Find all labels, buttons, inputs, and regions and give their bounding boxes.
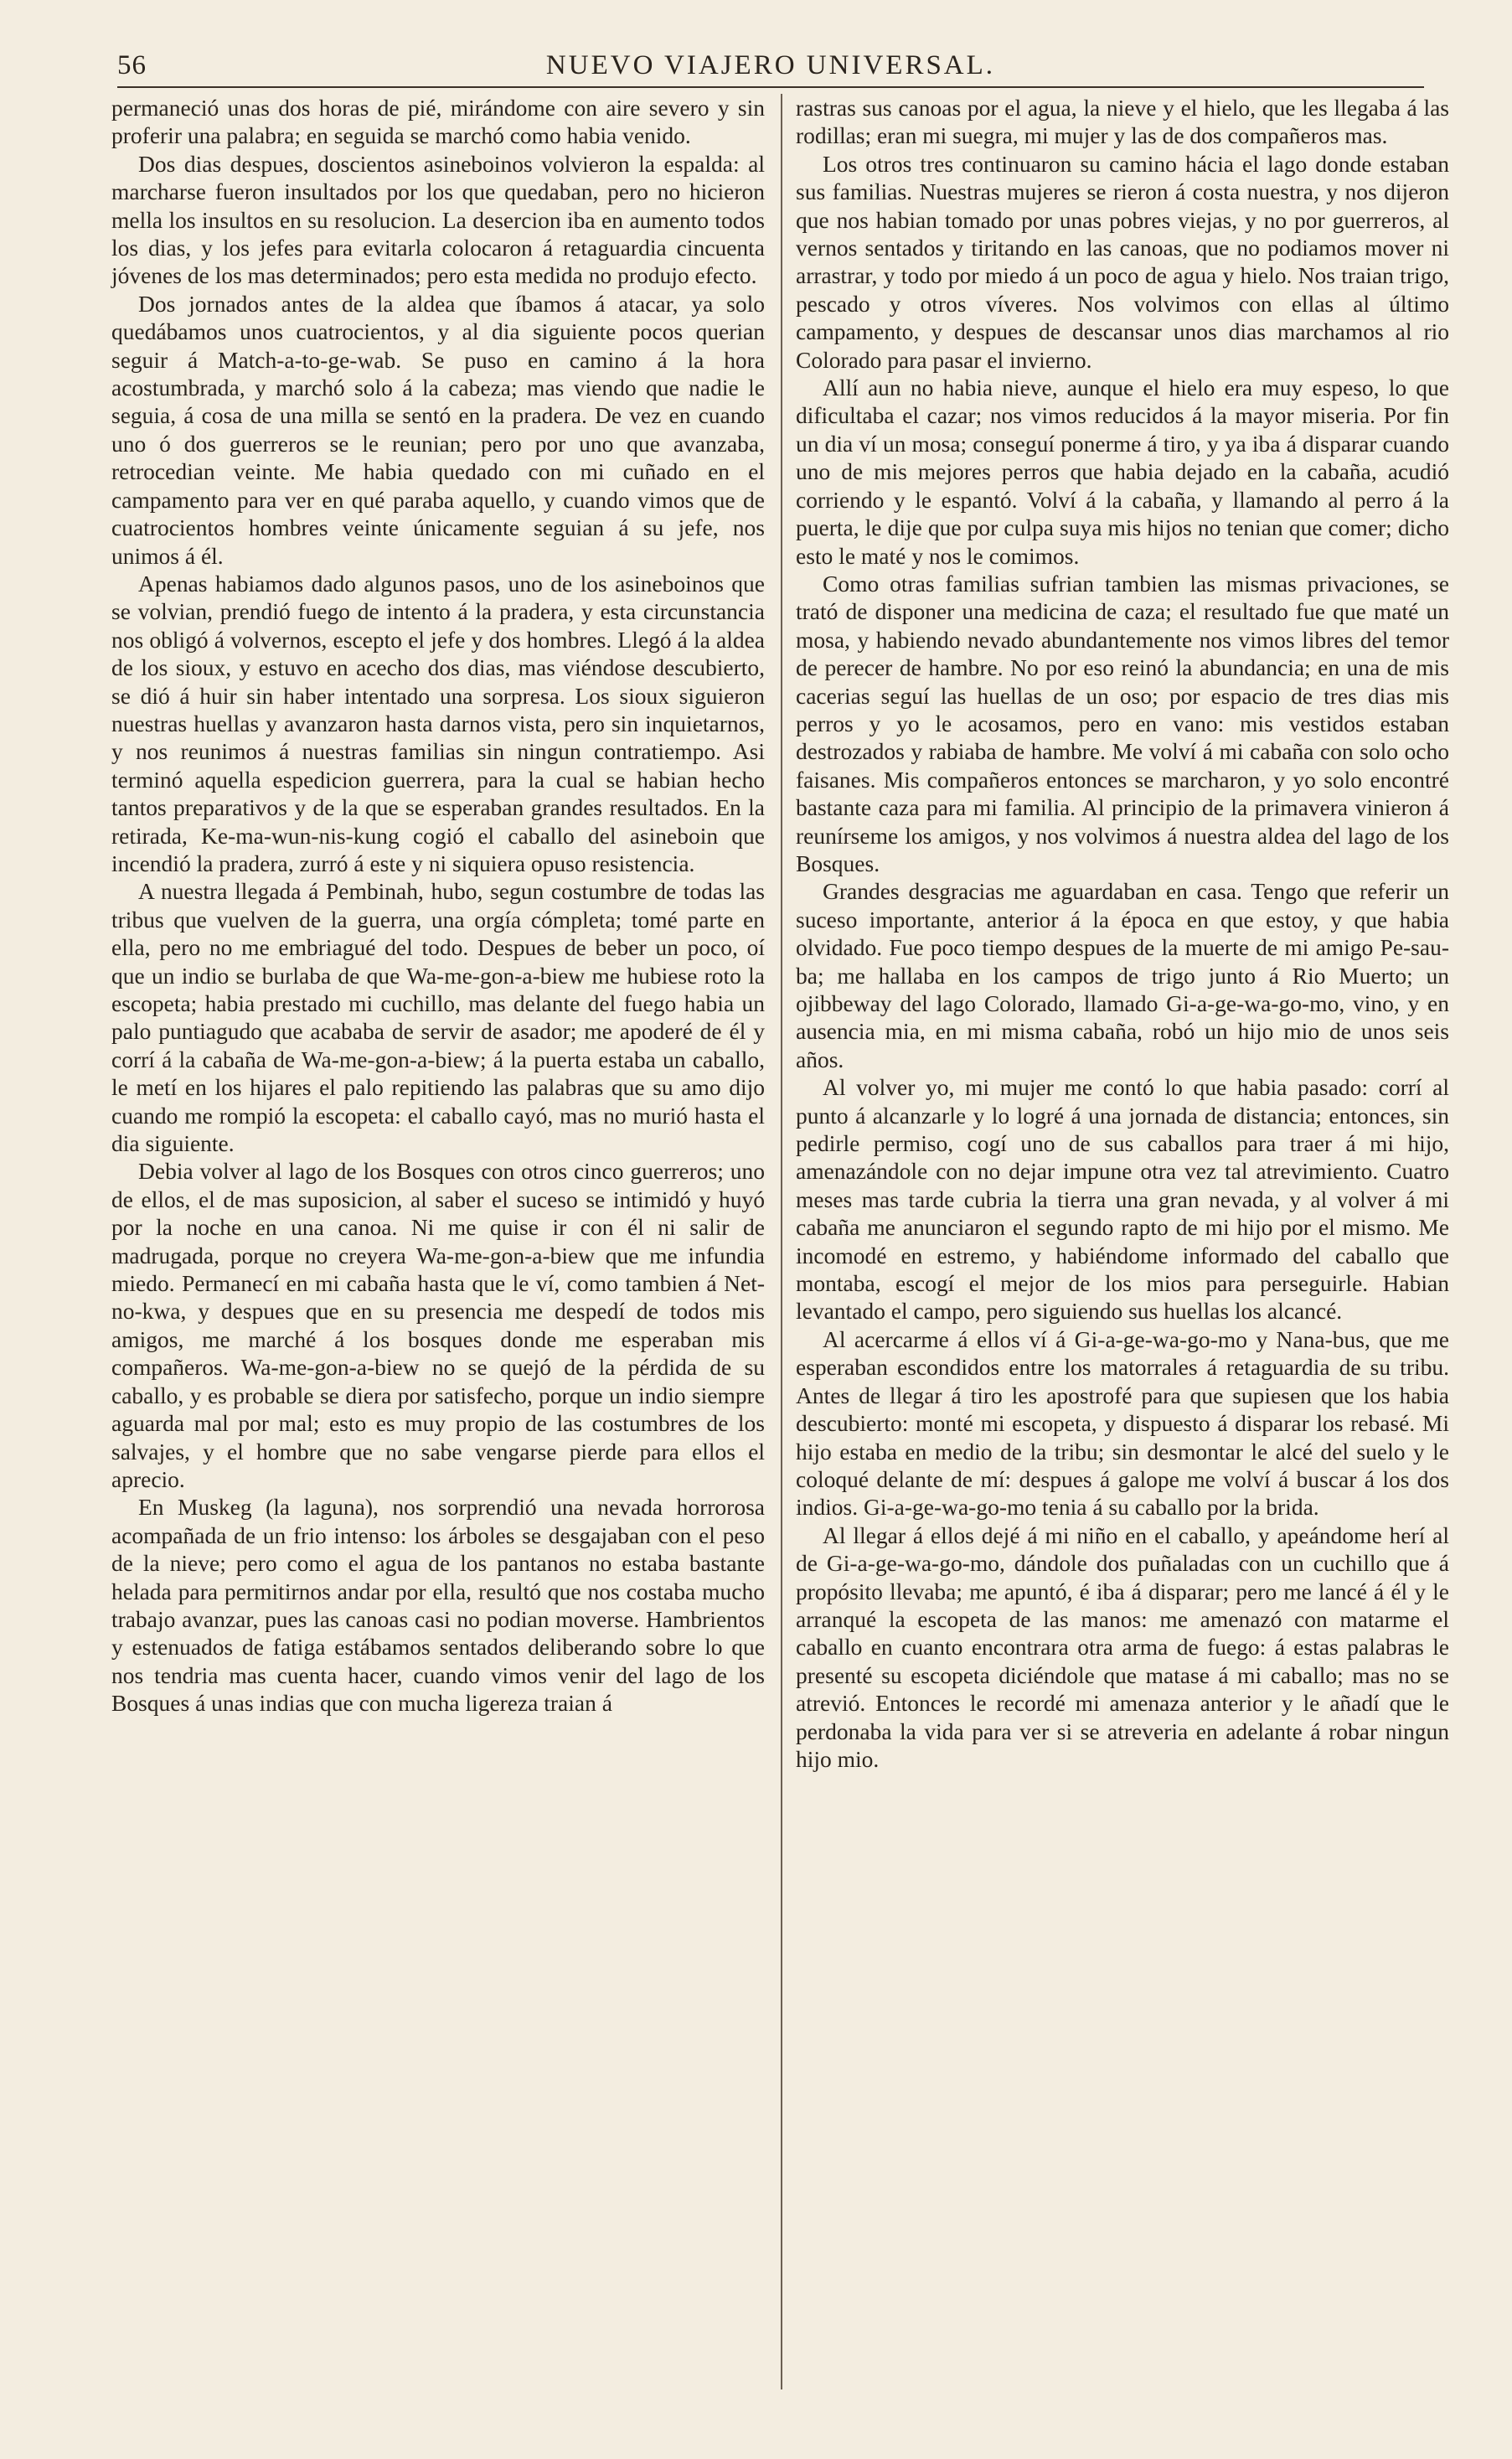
paragraph: Los otros tres continuaron su camino hácia el lago donde estaban sus familias. Nuestras mujeres se rieron á costa nuestra, y nos dijeron que nos habian tomado por unas pobres viejas, y no por guerreros, al vernos sentados y tiritando en las canoas, que no podiamos mover ni arrastrar, y todo por miedo á un poco de agua y hielo. Nos traian trigo, pescado y otros víveres. Nos volvimos con ellas al último campamento, y despues de descansar unos dias marchamos al rio Colorado para pasar el invierno. — [796, 150, 1449, 373]
running-title: NUEVO VIAJERO UNIVERSAL. — [545, 50, 996, 80]
paragraph: Dos dias despues, doscientos asineboinos volvieron la espalda: al marcharse fueron insultados por los que quedaban, pero no hicieron mella los insultos en su resolucion. La desercion iba en aumento todos los dias, y los jefes para evitarla colocaron á retaguardia cincuenta jóvenes de los mas determinados; pero esta medida no produjo efecto. — [111, 150, 765, 289]
paragraph: Al volver yo, mi mujer me contó lo que habia pasado: corrí al punto á alcanzarle y lo logré á una jornada de distancia; entonces, sin pedirle permiso, cogí uno de sus caballos para traer á mi hijo, amenazándole con no dejar impune otra vez tal atrevimiento. Cuatro meses mas tarde cubria la tierra una gran nevada, y al volver á mi cabaña me anunciaron el segundo rapto de mi hijo por el mismo. Me incomodé en estremo, y habiéndome informado del caballo que montaba, escogí el mejor de los mios para perseguirle. Habian levantado el campo, pero siguiendo sus huellas los alcancé. — [796, 1074, 1449, 1325]
paragraph: Al llegar á ellos dejé á mi niño en el caballo, y apeándome herí al de Gi-a-ge-wa-go-mo, dándole dos puñaladas con un cuchillo que á propósito llevaba; me apuntó, é iba á disparar; pero me lancé á él y le arranqué la escopeta de las manos: me amenazó con matarme el caballo en cuanto encontrara otra arma de fuego: á estas palabras le presenté su escopeta diciéndole que matase á mi caballo; mas no se atrevió. Entonces le recordé mi amenaza anterior y le añadí que le perdonaba la vida para ver si se atreveria en adelante á robar ningun hijo mio. — [796, 1521, 1449, 1772]
paragraph: Al acercarme á ellos ví á Gi-a-ge-wa-go-mo y Nana-bus, que me esperaban escondidos entre los matorrales á retaguardia de su tribu. Antes de llegar á tiro les apostrofé para que supiesen que los habia descubierto: monté mi escopeta, y dispuesto á disparar los rebasé. Mi hijo estaba en medio de la tribu; sin desmontar le alcé del suelo y le coloqué delante de mí: despues á galope me volví á buscar á los dos indios. Gi-a-ge-wa-go-mo tenia á su caballo por la brida. — [796, 1325, 1449, 1521]
column-divider — [781, 94, 782, 2389]
paragraph: En Muskeg (la laguna), nos sorprendió una nevada horrorosa acompañada de un frio intenso: los árboles se desgajaban con el peso de la nieve; pero como el agua de los pantanos no estaba bastante helada para permitirnos andar por ella, resultó que nos costaba mucho trabajo avanzar, pues las canoas casi no podian moverse. Hambrientos y estenuados de fatiga estábamos sentados deliberando sobre lo que nos tendria mas cuenta hacer, cuando vimos venir del lago de los Bosques á unas indias que con mucha ligereza traian á — [111, 1494, 765, 1717]
page-number: 56 — [117, 50, 147, 80]
page-header — [117, 47, 1424, 85]
paragraph: Apenas habiamos dado algunos pasos, uno de los asineboinos que se volvian, prendió fuego de intento á la pradera, y esta circunstancia nos obligó á volvernos, escepto el jefe y dos hombres. Llegó á la aldea de los sioux, y estuvo en acecho dos dias, mas viéndose descubierto, se dió á huir sin haber intentado una sorpresa. Los sioux siguieron nuestras huellas y avanzaron hasta darnos vista, pero sin inquietarnos, y nos reunimos á nuestras familias sin ningun contratiempo. Asi terminó aquella espedicion guerrera, para la cual se habian hecho tantos preparativos y de la que se esperaban grandes resultados. En la retirada, Ke-ma-wun-nis-kung cogió el caballo del asineboin que incendió la pradera, zurró á este y ni siquiera opuso resistencia. — [111, 570, 765, 876]
paragraph: Debia volver al lago de los Bosques con otros cinco guerreros; uno de ellos, el de mas suposicion, al saber el suceso se intimidó y huyó por la noche en una canoa. Ni me quise ir con él ni salir de madrugada, porque no creyera Wa-me-gon-a-biew que me infundia miedo. Permanecí en mi cabaña hasta que le ví, como tambien á Net-no-kwa, y despues que en su presencia me despedí de todos mis amigos, me marché á los bosques donde me esperaban mis compañeros. Wa-me-gon-a-biew no se quejó de la pérdida de su caballo, y es probable se diera por satisfecho, porque un indio siempre aguarda mal por mal; esto es muy propio de las costumbres de los salvajes, y el hombre que no sabe vengarse pierde para ellos el aprecio. — [111, 1158, 765, 1492]
header-rule — [117, 86, 1424, 88]
left-column — [111, 94, 765, 1718]
right-column — [796, 94, 1449, 1773]
paragraph: rastras sus canoas por el agua, la nieve y el hielo, que les llegaba á las rodillas; eran mi suegra, mi mujer y las de dos compañeros mas. — [796, 95, 1449, 149]
paragraph: Como otras familias sufrian tambien las mismas privaciones, se trató de disponer una medicina de caza; el resultado fue que maté un mosa, y habiendo nevado abundantemente nos vimos libres del temor de perecer de hambre. No por eso reinó la abundancia; en una de mis cacerias seguí las huellas de un oso; por espacio de tres dias mis perros y yo le acosamos, pero en vano: mis vestidos estaban destrozados y rabiaba de hambre. Me volví á mi cabaña con solo ocho faisanes. Mis compañeros entonces se marcharon, y yo solo encontré bastante caza para mi familia. Al principio de la primavera vinieron á reunírseme los amigos, y nos volvimos á nuestra aldea del lago de los Bosques. — [796, 570, 1449, 876]
paragraph: Grandes desgracias me aguardaban en casa. Tengo que referir un suceso importante, anterior á la época en que estoy, y que habia olvidado. Fue poco tiempo despues de la muerte de mi amigo Pe-sau-ba; me hallaba en los campos de trigo junto á Rio Muerto; un ojibbeway del lago Colorado, llamado Gi-a-ge-wa-go-mo, vino, y en ausencia mia, en mi misma cabaña, robó un hijo mio de unos seis años. — [796, 878, 1449, 1072]
paragraph: Dos jornados antes de la aldea que íbamos á atacar, ya solo quedábamos unos cuatrocientos, y al dia siguiente pocos querian seguir á Match-a-to-ge-wab. Se puso en camino á la hora acostumbrada, y marchó solo á la cabeza; mas viendo que nadie le seguia, á cosa de una milla se sentó en la pradera. De vez en cuando uno ó dos guerreros se le reunian; pero por uno que avanzaba, retrocedian veinte. Me habia quedado con mi cuñado en el campamento para ver en qué paraba aquello, y cuando vimos que de cuatrocientos hombres veinte únicamente seguian á su jefe, nos unimos á él. — [111, 290, 765, 569]
paragraph: A nuestra llegada á Pembinah, hubo, segun costumbre de todas las tribus que vuelven de la guerra, una orgía cómpleta; tomé parte en ella, pero no me embriagué del todo. Despues de beber un poco, oí que un indio se burlaba de que Wa-me-gon-a-biew me hubiese roto la escopeta; habia prestado mi cuchillo, mas delante del fuego habia un palo puntiagudo que acababa de servir de asador; me apoderé de él y corrí á la cabaña de Wa-me-gon-a-biew; á la puerta estaba un caballo, le metí en los hijares el palo repitiendo las palabras que su amo dijo cuando me rompió la escopeta: el caballo cayó, mas no murió hasta el dia siguiente. — [111, 878, 765, 1157]
paragraph: permaneció unas dos horas de pié, mirándome con aire severo y sin proferir una palabra; en seguida se marchó como habia venido. — [111, 95, 765, 149]
paragraph: Allí aun no habia nieve, aunque el hielo era muy espeso, lo que dificultaba el cazar; nos vimos reducidos á la mayor miseria. Por fin un dia ví un mosa; conseguí ponerme á tiro, y ya iba á disparar cuando uno de mis mejores perros que habia dejado en la cabaña, acudió corriendo y le espantó. Volví á la cabaña, y llamando al perro á la puerta, le dije que por culpa suya mis hijos no tenian que comer; dicho esto le maté y nos le comimos. — [796, 375, 1449, 569]
